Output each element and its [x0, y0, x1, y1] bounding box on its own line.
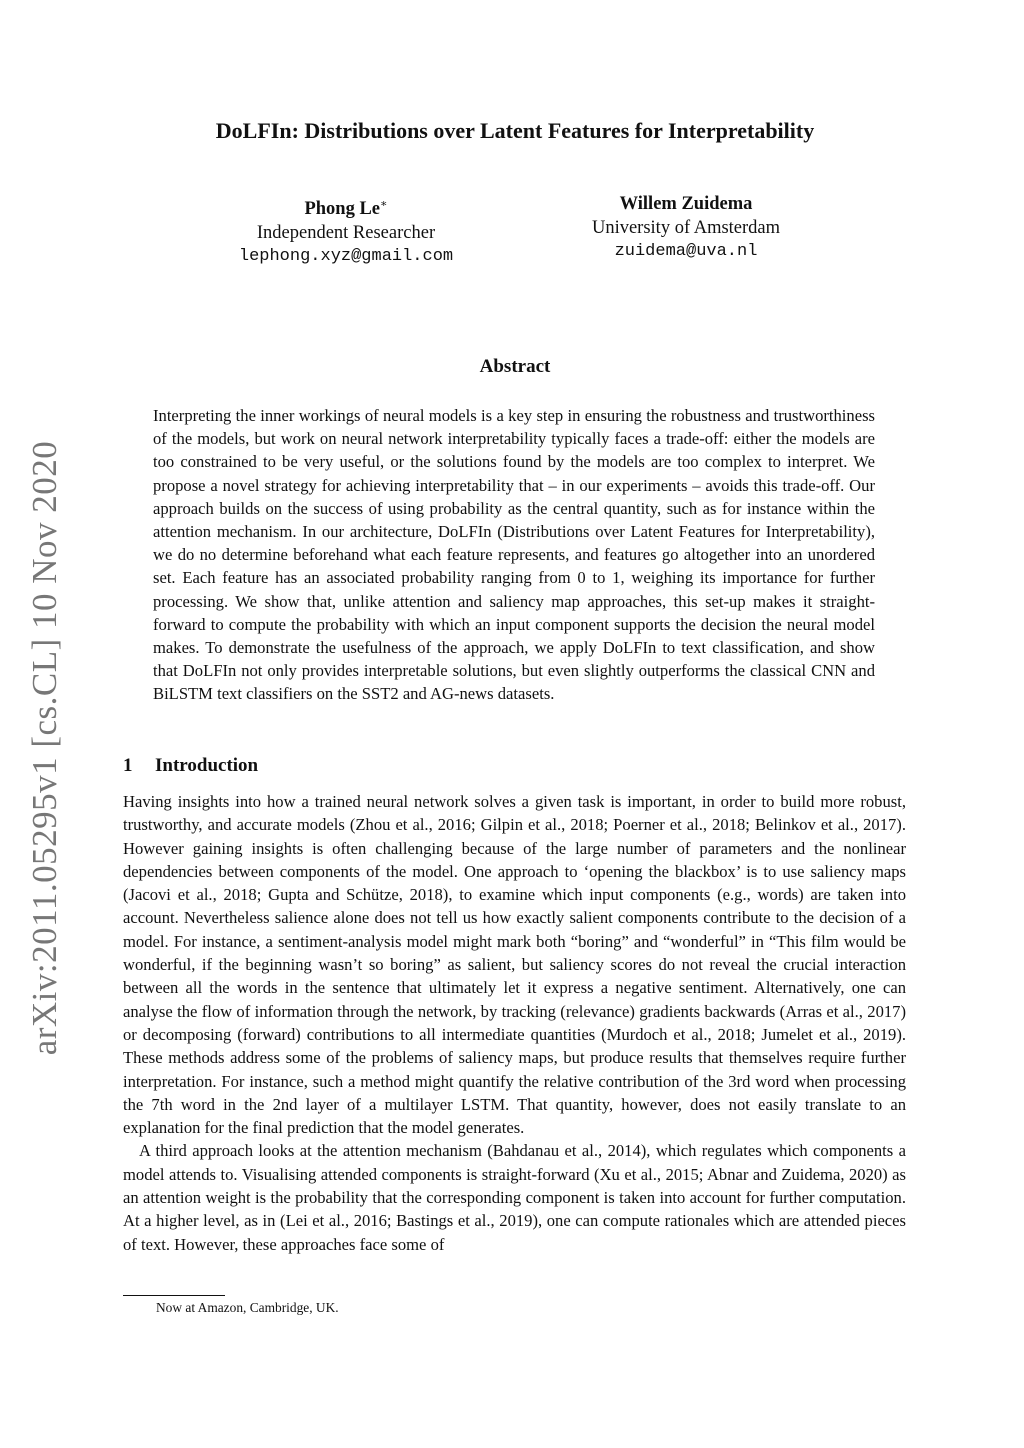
arxiv-identifier: arXiv:2011.05295v1 [cs.CL] 10 Nov 2020 [25, 440, 64, 1056]
section-heading [123, 755, 258, 777]
author-affiliation: Independent Researcher [256, 223, 436, 244]
author-email: lephong.xyz@gmail.com [238, 247, 454, 267]
section-title: Introduction [155, 755, 259, 776]
footnote: Now at Amazon, Cambridge, UK. [156, 1300, 339, 1315]
paper-title: DoLFIn: Distributions over Latent Features for Interpretability [215, 118, 815, 143]
introduction-body [123, 790, 906, 1256]
author-email: zuidema@uva.nl [614, 242, 758, 261]
author-block-1 [156, 192, 536, 269]
author-block-2 [496, 192, 876, 264]
footnote-divider [123, 1295, 225, 1296]
abstract-heading: Abstract [479, 356, 551, 377]
paragraph: A third approach looks at the attention mechanism (Bahdanau et al., 2014), which regulates which components a model attends to. Visualising attended components is straight-forward (Xu et al., 2015; Abnar and Zuidema, 2020) as an attention weight is the probability that the corresponding component is taken into account for further computation. At a higher level, as in (Lei et al., 2016; Bastings et al., 2019), one can compute rationales which are attended pieces of text. However, these approaches face some of [123, 1141, 906, 1254]
paragraph: Having insights into how a trained neural network solves a given task is important, in order to build more robust, trustworthy, and accurate models (Zhou et al., 2016; Gilpin et al., 2018; Poerner et al., 2018; Belinkov et al., 2017). However gaining insights is often challenging because of the large number of parameters and the nonlinear dependencies between components of the model. One approach to ‘opening the blackbox’ is to use saliency maps (Jacovi et al., 2018; Gupta and Schütze, 2018), to examine which input components (e.g., words) are taken into account. Nevertheless salience alone does not tell us how exactly salient components contribute to the decision of a model. For instance, a sentiment-analysis model might mark both “boring” and “wonderful” in “This film would be wonderful, if the beginning wasn’t so boring” as salient, but saliency scores do not reveal the crucial interaction between all the words in the sentence that ultimately let it express a negative sentiment. Alternatively, one can analyse the flow of information through the network, by tracking (relevance) gradients backwards (Arras et al., 2017) or decomposing (forward) contributions to all intermediate quantities (Murdoch et al., 2018; Jumelet et al., 2019). These methods address some of the problems of saliency maps, but produce results that themselves require further interpretation. For instance, such a method might quantify the relative contribution of the 3rd word when processing the 7th word in the 2nd layer of a multilayer LSTM. That quantity, however, does not easily translate to an explanation for the final prediction that the model generates. [123, 792, 906, 1138]
author-name: Phong Le∗ [304, 198, 388, 220]
footnote-marker: ∗ [380, 198, 388, 210]
author-name: Willem Zuidema [619, 194, 753, 214]
section-number: 1 [123, 755, 133, 776]
abstract-text: Interpreting the inner workings of neural models is a key step in ensuring the robustness and trustworthiness of the models, but work on neural network interpretability typically faces a trade-off: either the models are too constrained to be very useful, or the solutions found by the models are too complex to interpret. We propose a novel strategy for achieving interpretability that – in our experiments – avoids this trade-off. Our approach builds on the success of using probability as the central quantity, such as for instance within the attention mechanism. In our architecture, DoLFIn (Distributions over Latent Features for Interpretability), we do no determine beforehand what each feature represents, and features go altogether into an unordered set. Each feature has an associated probability ranging from 0 to 1, weighing its importance for further processing. We show that, unlike attention and saliency map approaches, this set-up makes it straight-forward to compute the probability with which an input component supports the decision the neural model makes. To demonstrate the usefulness of the approach, we apply DoLFIn to text classification, and show that DoLFIn not only provides interpretable solutions, but even slightly outperforms the classical CNN and BiLSTM text classifiers on the SST2 and AG-news datasets. [153, 406, 875, 704]
author-affiliation: University of Amsterdam [591, 218, 781, 238]
